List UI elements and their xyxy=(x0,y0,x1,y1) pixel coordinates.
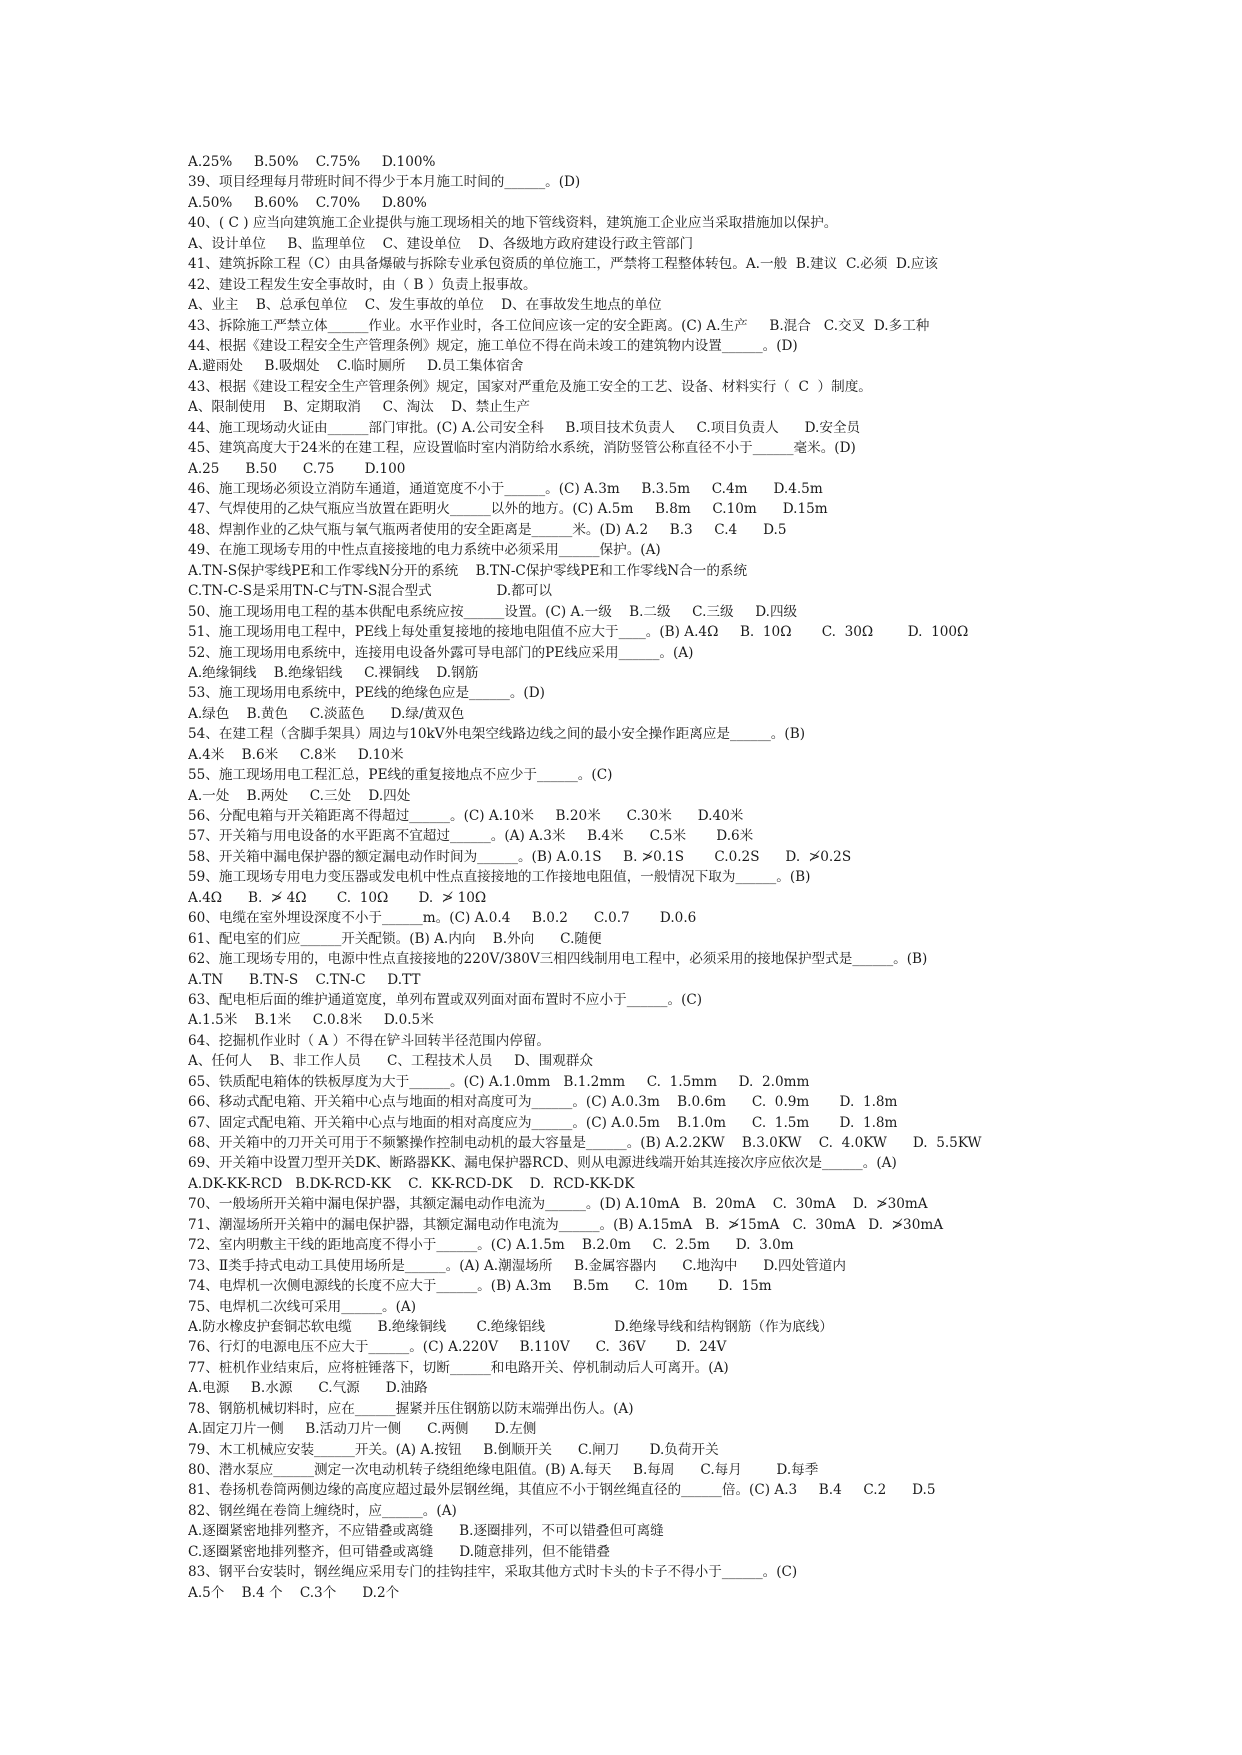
text-line: 48、焊割作业的乙炔气瓶与氧气瓶两者使用的安全距离是______米。(D) A.2 B.3 C.4 D.5 xyxy=(188,521,787,538)
text-line: A.25% B.50% C.75% D.100% xyxy=(188,154,436,170)
text-line: 56、分配电箱与开关箱距离不得超过______。(C) A.10米 B.20米 C.30米 D.40米 xyxy=(188,808,744,824)
text-line: A、设计单位 B、监理单位 C、建设单位 D、各级地方政府建设行政主管部门 xyxy=(188,235,694,252)
text-line: 57、开关箱与用电设备的水平距离不宜超过______。(A) A.3米 B.4米 C.5米 D.6米 xyxy=(188,828,754,845)
text-line: C.逐圈紧密地排列整齐，但可错叠或离缝 D.随意排列，但不能错叠 xyxy=(188,1543,610,1560)
text-line: 51、施工现场用电工程中，PE线上每处重复接地的接地电阻值不应大于____。(B) A.4Ω B. 10Ω C. 30Ω D. 100Ω xyxy=(188,624,969,641)
text-line: 43、根据《建设工程安全生产管理条例》规定，国家对严重危及施工安全的工艺、设备、材料实行（ C ）制度。 xyxy=(188,378,872,395)
text-line: 44、根据《建设工程安全生产管理条例》规定，施工单位不得在尚未竣工的建筑物内设置______。(D) xyxy=(188,337,798,354)
text-line: 61、配电室的们应______开关配锁。(B) A.内向 B.外向 C.随便 xyxy=(188,930,602,947)
text-line: 64、挖掘机作业时（ A ）不得在铲斗回转半径范围内停留。 xyxy=(188,1032,551,1049)
text-line: 60、电缆在室外埋设深度不小于______m。(C) A.0.4 B.0.2 C.0.7 D.0.6 xyxy=(188,910,697,927)
text-line: A、业主 B、总承包单位 C、发生事故的单位 D、在事故发生地点的单位 xyxy=(188,297,662,314)
text-line: A.一处 B.两处 C.三处 D.四处 xyxy=(188,787,411,804)
text-line: 71、潮湿场所开关箱中的漏电保护器，其额定漏电动作电流为______。(B) A.15mA B. ≯15mA C. 30mA D. ≯30mA xyxy=(188,1216,944,1233)
text-line: 77、桩机作业结束后，应将桩锤落下，切断______和电路开关、停机制动后人可离开。(A) xyxy=(188,1359,729,1376)
text-line: A.逐圈紧密地排列整齐，不应错叠或离缝 B.逐圈排列，不可以错叠但可离缝 xyxy=(188,1523,664,1540)
text-line: 43、拆除施工严禁立体______作业。水平作业时，各工位间应该一定的安全距离。(C) A.生产 B.混合 C.交叉 D.多工种 xyxy=(188,317,930,334)
text-line: 59、施工现场专用电力变压器或发电机中性点直接接地的工作接地电阻值，一般情况下取为______。(B) xyxy=(188,869,811,886)
text-line: 46、施工现场必须设立消防车通道，通道宽度不小于______。(C) A.3m B.3.5m C.4m D.4.5m xyxy=(188,481,823,497)
text-line: 47、气焊使用的乙炔气瓶应当放置在距明火______以外的地方。(C) A.5m B.8m C.10m D.15m xyxy=(188,501,828,518)
text-line: 45、建筑高度大于24米的在建工程，应设置临时室内消防给水系统，消防竖管公称直径不小于______毫米。(D) xyxy=(188,440,856,457)
text-line: A.避雨处 B.吸烟处 C.临时厕所 D.员工集体宿舍 xyxy=(188,358,524,375)
text-line: 44、施工现场动火证由______部门审批。(C) A.公司安全科 B.项目技术负责人 C.项目负责人 D.安全员 xyxy=(188,419,861,436)
text-line: A.TN-S保护零线PE和工作零线N分开的系统 B.TN-C保护零线PE和工作零线N合一的系统 xyxy=(188,562,748,579)
text-line: 79、木工机械应安装______开关。(A) A.按钮 B.倒顺开关 C.闸刀 D.负荷开关 xyxy=(188,1441,719,1458)
text-line: 78、钢筋机械切料时，应在______握紧并压住钢筋以防末端弹出伤人。(A) xyxy=(188,1400,634,1417)
text-line: A.固定刀片一侧 B.活动刀片一侧 C.两侧 D.左侧 xyxy=(188,1421,537,1438)
text-line: A.绿色 B.黄色 C.淡蓝色 D.绿/黄双色 xyxy=(188,705,465,722)
text-line: 69、开关箱中设置刀型开关DK、断路器KK、漏电保护器RCD、则从电源进线端开始其连接次序应依次是______。(A) xyxy=(188,1155,897,1172)
text-line: 70、一般场所开关箱中漏电保护器，其额定漏电动作电流为______。(D) A.10mA B. 20mA C. 30mA D. ≯30mA xyxy=(188,1196,928,1213)
text-line: 41、建筑拆除工程（C）由具备爆破与拆除专业承包资质的单位施工，严禁将工程整体转包。A.一般 B.建议 C.必须 D.应该 xyxy=(188,256,938,273)
text-line: 39、项目经理每月带班时间不得少于本月施工时间的______。(D) xyxy=(188,174,581,191)
text-line: 76、行灯的电源电压不应大于______。(C) A.220V B.110V C. 36V D. 24V xyxy=(188,1339,727,1356)
text-line: 82、钢丝绳在卷筒上缠绕时，应______。(A) xyxy=(188,1502,457,1519)
text-line: A.防水橡皮护套铜芯软电缆 B.绝缘铜线 C.绝缘铝线 D.绝缘导线和结构钢筋（作为底线） xyxy=(188,1318,833,1335)
text-line: A.4Ω B. ≯ 4Ω C. 10Ω D. ≯ 10Ω xyxy=(188,889,487,906)
text-line: 74、电焊机一次侧电源线的长度不应大于______。(B) A.3m B.5m C. 10m D. 15m xyxy=(188,1278,772,1295)
text-line: A.4米 B.6米 C.8米 D.10米 xyxy=(188,746,404,763)
text-line: A、限制使用 B、定期取消 C、淘汰 D、禁止生产 xyxy=(188,399,530,416)
text-line: 58、开关箱中漏电保护器的额定漏电动作时间为______。(B) A.0.1S B. ≯0.1S C.0.2S D. ≯0.2S xyxy=(188,848,852,865)
text-line: 72、室内明敷主干线的距地高度不得小于______。(C) A.1.5m B.2.0m C. 2.5m D. 3.0m xyxy=(188,1237,794,1254)
text-line: 42、建设工程发生安全事故时，由（ B ）负责上报事故。 xyxy=(188,276,537,293)
text-line: A.电源 B.水源 C.气源 D.油路 xyxy=(188,1380,428,1397)
text-line: A.5个 B.4 个 C.3个 D.2个 xyxy=(188,1584,400,1601)
text-line: 49、在施工现场专用的中性点直接接地的电力系统中必须采用______保护。(A) xyxy=(188,542,661,559)
text-line: 54、在建工程（含脚手架具）周边与10kV外电架空线路边线之间的最小安全操作距离应是______。(B) xyxy=(188,726,805,743)
text-line: A.1.5米 B.1米 C.0.8米 D.0.5米 xyxy=(188,1012,434,1029)
text-line: 53、施工现场用电系统中，PE线的绝缘色应是______。(D) xyxy=(188,685,545,702)
text-line: 63、配电柜后面的维护通道宽度，单列布置或双列面对面布置时不应小于______。(C) xyxy=(188,991,703,1008)
question-text-body xyxy=(188,152,1198,1603)
text-line: 81、卷扬机卷筒两侧边缘的高度应超过最外层钢丝绳，其值应不小于钢丝绳直径的______倍。(C) A.3 B.4 C.2 D.5 xyxy=(188,1482,936,1499)
text-line: 83、钢平台安装时，钢丝绳应采用专门的挂钩挂牢，采取其他方式时卡头的卡子不得小于______。(C) xyxy=(188,1564,798,1581)
text-line: 50、施工现场用电工程的基本供配电系统应按______设置。(C) A.一级 B.二级 C.三级 D.四级 xyxy=(188,603,798,620)
text-line: C.TN-C-S是采用TN-C与TN-S混合型式 D.都可以 xyxy=(188,583,553,600)
text-line: A.DK-KK-RCD B.DK-RCD-KK C. KK-RCD-DK D. RCD-KK-DK xyxy=(188,1175,635,1192)
text-line: 68、开关箱中的刀开关可用于不频繁操作控制电动机的最大容量是______。(B) A.2.2KW B.3.0KW C. 4.0KW D. 5.5KW xyxy=(188,1135,982,1151)
text-line: 67、固定式配电箱、开关箱中心点与地面的相对高度应为______。(C) A.0.5m B.1.0m C. 1.5m D. 1.8m xyxy=(188,1114,898,1131)
text-line: 52、施工现场用电系统中，连接用电设备外露可导电部门的PE线应采用______。(A) xyxy=(188,644,694,661)
text-line: 75、电焊机二次线可采用______。(A) xyxy=(188,1298,417,1315)
text-line: 80、潜水泵应______测定一次电动机转子绕组绝缘电阻值。(B) A.每天 B.每周 C.每月 D.每季 xyxy=(188,1462,819,1478)
text-line: 66、移动式配电箱、开关箱中心点与地面的相对高度可为______。(C) A.0.3m B.0.6m C. 0.9m D. 1.8m xyxy=(188,1094,898,1111)
text-line: 40、( C ) 应当向建筑施工企业提供与施工现场相关的地下管线资料，建筑施工企业应当采取措施加以保护。 xyxy=(188,215,838,232)
text-line: 65、铁质配电箱体的铁板厚度为大于______。(C) A.1.0mm B.1.2mm C. 1.5mm D. 2.0mm xyxy=(188,1073,810,1090)
text-line: A.绝缘铜线 B.绝缘铝线 C.裸铜线 D.钢筋 xyxy=(188,664,479,681)
text-line: A.25 B.50 C.75 D.100 xyxy=(188,460,406,477)
text-line: A、任何人 B、非工作人员 C、工程技术人员 D、围观群众 xyxy=(188,1053,593,1070)
text-line: A.TN B.TN-S C.TN-C D.TT xyxy=(188,971,421,988)
text-line: 62、施工现场专用的，电源中性点直接接地的220V/380V三相四线制用电工程中，必须采用的接地保护型式是______。(B) xyxy=(188,951,928,968)
text-line: 73、Ⅱ类手持式电动工具使用场所是______。(A) A.潮湿场所 B.金属容器内 C.地沟中 D.四处管道内 xyxy=(188,1257,846,1274)
text-line: A.50% B.60% C.70% D.80% xyxy=(188,194,427,211)
text-line: 55、施工现场用电工程汇总，PE线的重复接地点不应少于______。(C) xyxy=(188,767,613,784)
